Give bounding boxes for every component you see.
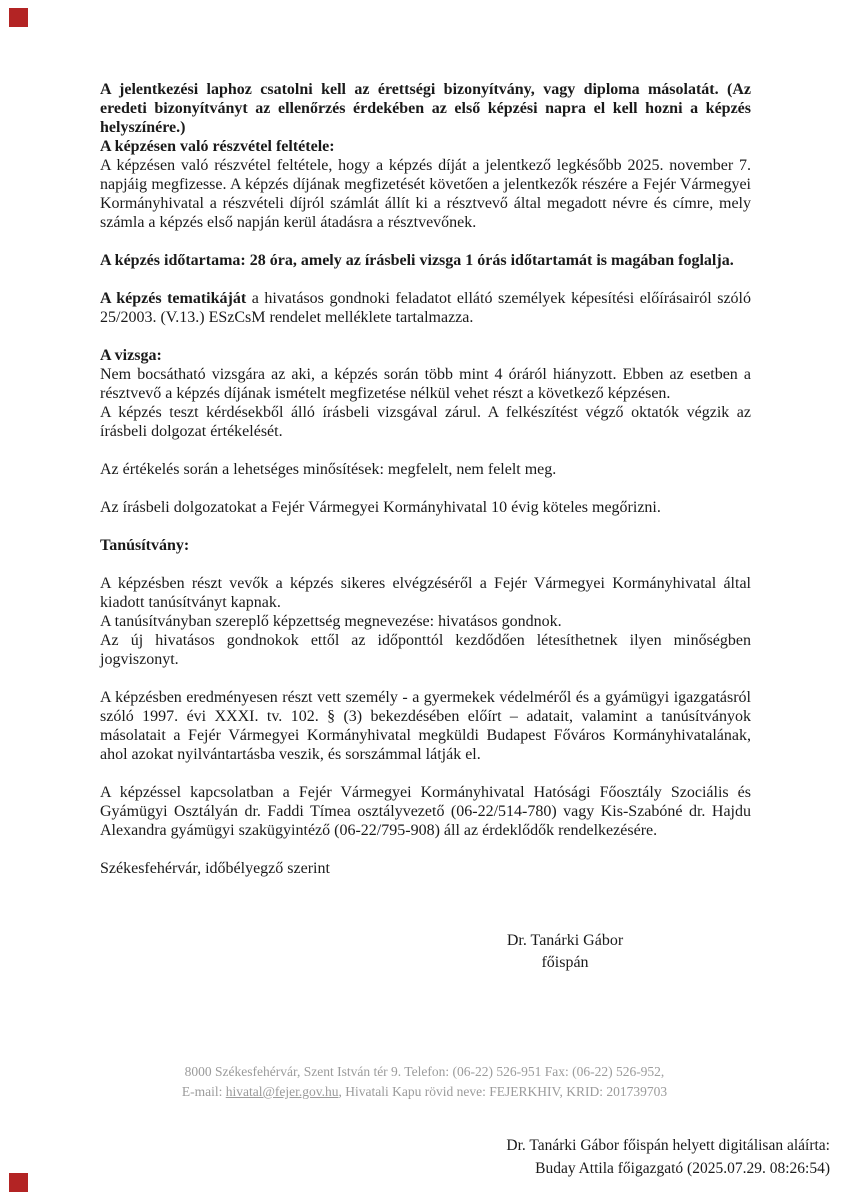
syllabus-rest: a hivatásos gondnoki feladatot ellátó személyek képesítési előírásairól szóló 25/2003. (V.13.) ESzCsM rendelet melléklete tartalmazza. [100,290,751,326]
attachment-notice: A jelentkezési laphoz csatolni kell az érettségi bizonyítvány, vagy diploma másolatát. (Az eredeti bizonyítványt az ellenőrzés érdekében az első képzési napra el kell hozni a képzés helyszínére.) [100,81,751,136]
certificate-paragraph-1: A képzésben részt vevők a képzés sikeres elvégzéséről a Fejér Vármegyei Kormányhivatal által kiadott tanúsítványt kapnak. [100,575,751,611]
digital-signature-line-1: Dr. Tanárki Gábor főispán helyett digitálisan aláírta: [506,1137,830,1154]
spacer [100,479,751,498]
exam-heading: A vizsga: [100,347,162,364]
certificate-heading: Tanúsítvány: [100,537,190,554]
digital-signature-block [506,1134,830,1180]
duration-statement: A képzés időtartama: 28 óra, amely az írásbeli vizsga 1 órás időtartamát is magában foglalja. [100,252,734,269]
spacer [100,327,751,346]
document-body [100,80,751,974]
spacer [100,517,751,536]
signature-block [380,930,750,974]
footer-email-label: E-mail: [181,1084,226,1099]
participation-body: A képzésen való részvétel feltétele, hogy a képzés díját a jelentkező legkésőbb 2025. november 7. napjáig megfizesse. A képzés díjának megfizetését követően a jelentkezők részére a Fejér Vármegyei Kormányhivatal a részvételi díjról számlát állít ki a résztvevő által megadott névre és címre, mely számla a képzés első napján kerül átadásra a résztvevőnek. [100,157,751,231]
certificate-paragraph-3: Az új hivatásos gondnokok ettől az időponttól kezdődően létesíthetnek ilyen minőségben jogviszonyt. [100,632,751,668]
dateline: Székesfehérvár, időbélyegző szerint [100,860,330,877]
letterhead-footer [0,1062,849,1102]
exam-paragraph-2: A képzés teszt kérdésekből álló írásbeli vizsgával zárul. A felkészítést végző oktatók végzik az írásbeli dolgozat értékelését. [100,404,751,440]
footer-hivatali-kapu: , Hivatali Kapu rövid neve: FEJERKHIV, KRID: 201739703 [338,1084,668,1099]
spacer [100,232,751,251]
spacer [100,441,751,460]
red-stamp-marker-bottom-left [9,1173,28,1192]
footer-contact-line [0,1082,849,1102]
certificate-paragraph-2: A tanúsítványban szereplő képzettség megnevezése: hivatásos gondnok. [100,613,562,630]
spacer [100,555,751,574]
retention-paragraph: Az írásbeli dolgozatokat a Fejér Vármegyei Kormányhivatal 10 évig köteles megőrizni. [100,499,661,516]
footer-address-line: 8000 Székesfehérvár, Szent István tér 9. Telefon: (06-22) 526-951 Fax: (06-22) 526-952, [184,1064,665,1079]
participation-heading: A képzésen való részvétel feltétele: [100,138,335,155]
digital-signature-line-2: Buday Attila főigazgató (2025.07.29. 08:26:54) [535,1160,830,1177]
spacer [100,840,751,859]
exam-paragraph-1: Nem bocsátható vizsgára az aki, a képzés során több mint 4 óráról hiányzott. Ebben az esetben a résztvevő a képzés díjának ismételt megfizetése nélkül vehet részt a következő képzésen. [100,366,751,402]
contact-paragraph: A képzéssel kapcsolatban a Fejér Vármegyei Kormányhivatal Hatósági Főosztály Szociális és Gyámügyi Osztályán dr. Faddi Tímea osztályvezető (06-22/514-780) vagy Kis-Szabóné dr. Hajdu Alexandra gyámügyi szakügyintéző (06-22/795-908) áll az érdeklődők rendelkezésére. [100,784,751,839]
data-transfer-paragraph: A képzésben eredményesen részt vett személy - a gyermekek védelméről és a gyámügyi igazgatásról szóló 1997. évi XXXI. tv. 102. § (3) bekezdésében előírt – adatait, valamint a tanúsítványok másolatait a Fejér Vármegyei Kormányhivatal megküldi Budapest Főváros Kormányhivatalának, ahol azokat nyilvántartásba veszik, és sorszámmal látják el. [100,689,751,763]
spacer [100,669,751,688]
signatory-title: főispán [541,954,589,971]
evaluation-paragraph: Az értékelés során a lehetséges minősítések: megfelelt, nem felelt meg. [100,461,557,478]
red-stamp-marker-top-left [9,8,28,27]
syllabus-paragraph [100,289,751,327]
spacer [100,764,751,783]
signatory-name: Dr. Tanárki Gábor [506,932,624,949]
footer-email-link[interactable]: hivatal@fejer.gov.hu [225,1084,339,1099]
syllabus-lead: A képzés tematikáját [100,290,247,307]
spacer [100,270,751,289]
